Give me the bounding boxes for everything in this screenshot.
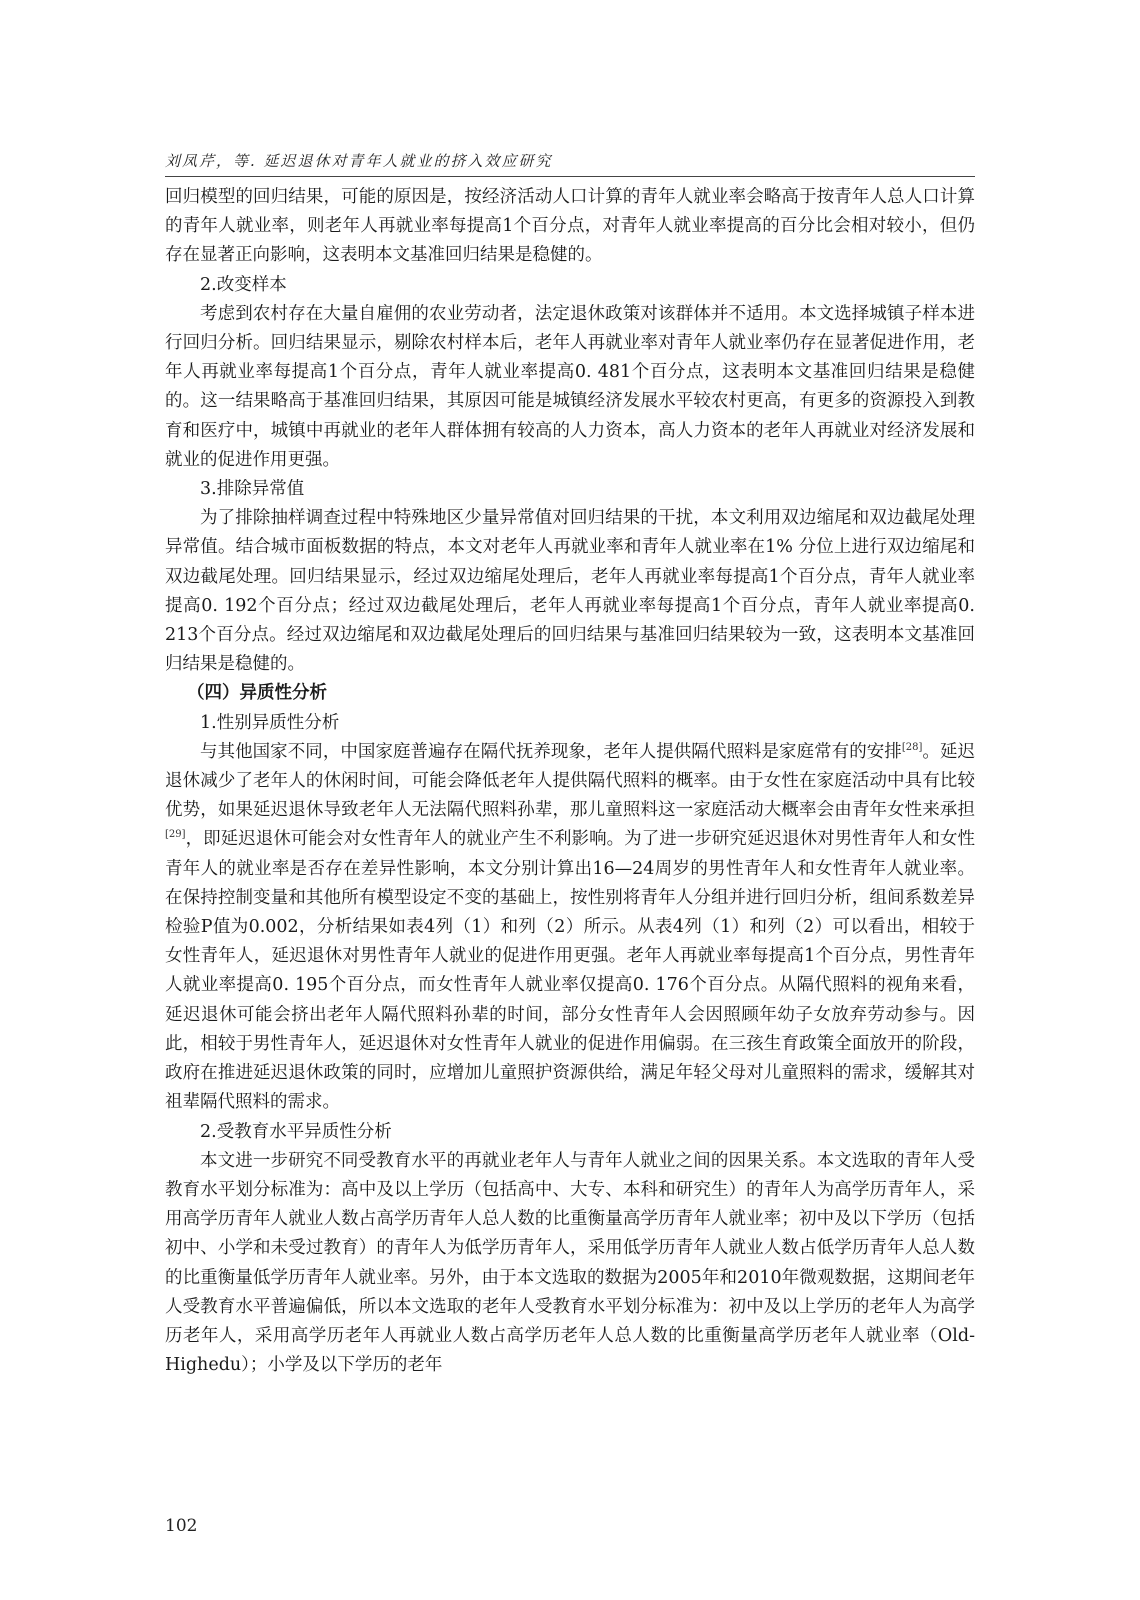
paragraph-gender-part-c: ，即延迟退休可能会对女性青年人的就业产生不利影响。为了进一步研究延迟退休对男性青年人和女性青年人的就业率是否存在差异性影响，本文分别计算出16—24周岁的男性青年人和女性青年人就业率。在保持控制变量和其他所有模型设定不变的基础上，按性别将青年人分组并进行回归分析，组间系数差异检验P值为0.002，分析结果如表4列（1）和列（2）所示。从表4列（1）和列（2）可以看出，相较于女性青年人，延迟退休对男性青年人就业的促进作用更强。老年人再就业率每提高1个百分点，男性青年人就业率提高0. 195个百分点，而女性青年人就业率仅提高0. 176个百分点。从隔代照料的视角来看，延迟退休可能会挤出老年人隔代照料孙辈的时间，部分女性青年人会因照顾年幼子女放弃劳动参与。因此，相较于男性青年人，延迟退休对女性青年人就业的促进作用偏弱。在三孩生育政策全面放开的阶段，政府在推进延迟退休政策的同时，应增加儿童照护资源供给，满足年轻父母对儿童照料的需求，缓解其对祖辈隔代照料的需求。 xyxy=(165,829,975,1113)
paragraph-outliers: 为了排除抽样调查过程中特殊地区少量异常值对回归结果的干扰，本文利用双边缩尾和双边截尾处理异常值。结合城市面板数据的特点，本文对老年人再就业率和青年人就业率在1% 分位上进行双边缩尾和双边截尾处理。回归结果显示，经过双边缩尾处理后，老年人再就业率每提高1个百分点，青年人就业率提高0. 192个百分点；经过双边截尾处理后，老年人再就业率每提高1个百分点，青年人就业率提高0. 213个百分点。经过双边缩尾和双边截尾处理后的回归结果与基准回归结果较为一致，这表明本文基准回归结果是稳健的。 xyxy=(165,508,975,675)
section-heading-heterogeneity: （四）异质性分析 xyxy=(187,683,327,704)
subheading-change-sample: 2.改变样本 xyxy=(200,274,287,295)
paragraph-gender xyxy=(165,738,975,1118)
subheading-education: 2.受教育水平异质性分析 xyxy=(200,1121,392,1142)
subheading-outliers: 3.排除异常值 xyxy=(200,479,305,500)
page-number: 102 xyxy=(165,1516,198,1536)
paragraph-gender-part-b: 。延迟退休减少了老年人的休闲时间，可能会降低老年人提供隔代照料的概率。由于女性在家庭活动中具有比较优势，如果延迟退休导致老年人无法隔代照料孙辈，那儿童照料这一家庭活动大概率会由青年女性来承担 xyxy=(165,741,975,821)
paragraph-robustness-continued: 回归模型的回归结果，可能的原因是，按经济活动人口计算的青年人就业率会略高于按青年人总人口计算的青年人就业率，则老年人再就业率每提高1个百分点，对青年人就业率提高的百分比会相对较小，但仍存在显著正向影响，这表明本文基准回归结果是稳健的。 xyxy=(165,187,975,266)
paragraph-change-sample: 考虑到农村存在大量自雇佣的农业劳动者，法定退休政策对该群体并不适用。本文选择城镇子样本进行回归分析。回归结果显示，剔除农村样本后，老年人再就业率对青年人就业率仍存在显著促进作用，老年人再就业率每提高1个百分点，青年人就业率提高0. 481个百分点，这表明本文基准回归结果是稳健的。这一结果略高于基准回归结果，其原因可能是城镇经济发展水平较农村更高，有更多的资源投入到教育和医疗中，城镇中再就业的老年人群体拥有较高的人力资本，高人力资本的老年人再就业对经济发展和就业的促进作用更强。 xyxy=(165,303,975,470)
running-head: 刘凤芹，等. 延迟退休对青年人就业的挤入效应研究 xyxy=(165,152,553,170)
header-rule xyxy=(165,176,975,177)
article-body xyxy=(165,183,975,1380)
citation-28: [28] xyxy=(901,742,923,754)
paragraph-education: 本文进一步研究不同受教育水平的再就业老年人与青年人就业之间的因果关系。本文选取的青年人受教育水平划分标准为：高中及以上学历（包括高中、大专、本科和研究生）的青年人为高学历青年人，采用高学历青年人就业人数占高学历青年人总人数的比重衡量高学历青年人就业率；初中及以下学历（包括初中、小学和未受过教育）的青年人为低学历青年人，采用低学历青年人就业人数占低学历青年人总人数的比重衡量低学历青年人就业率。另外，由于本文选取的数据为2005年和2010年微观数据，这期间老年人受教育水平普遍偏低，所以本文选取的老年人受教育水平划分标准为：初中及以上学历的老年人为高学历老年人，采用高学历老年人再就业人数占高学历老年人总人数的比重衡量高学历老年人就业率（Old-Highedu）；小学及以下学历的老年 xyxy=(165,1150,975,1376)
citation-29: [29] xyxy=(165,829,186,841)
paragraph-gender-part-a: 与其他国家不同，中国家庭普遍存在隔代抚养现象，老年人提供隔代照料是家庭常有的安排 xyxy=(200,741,902,762)
subheading-gender: 1.性别异质性分析 xyxy=(200,712,340,733)
